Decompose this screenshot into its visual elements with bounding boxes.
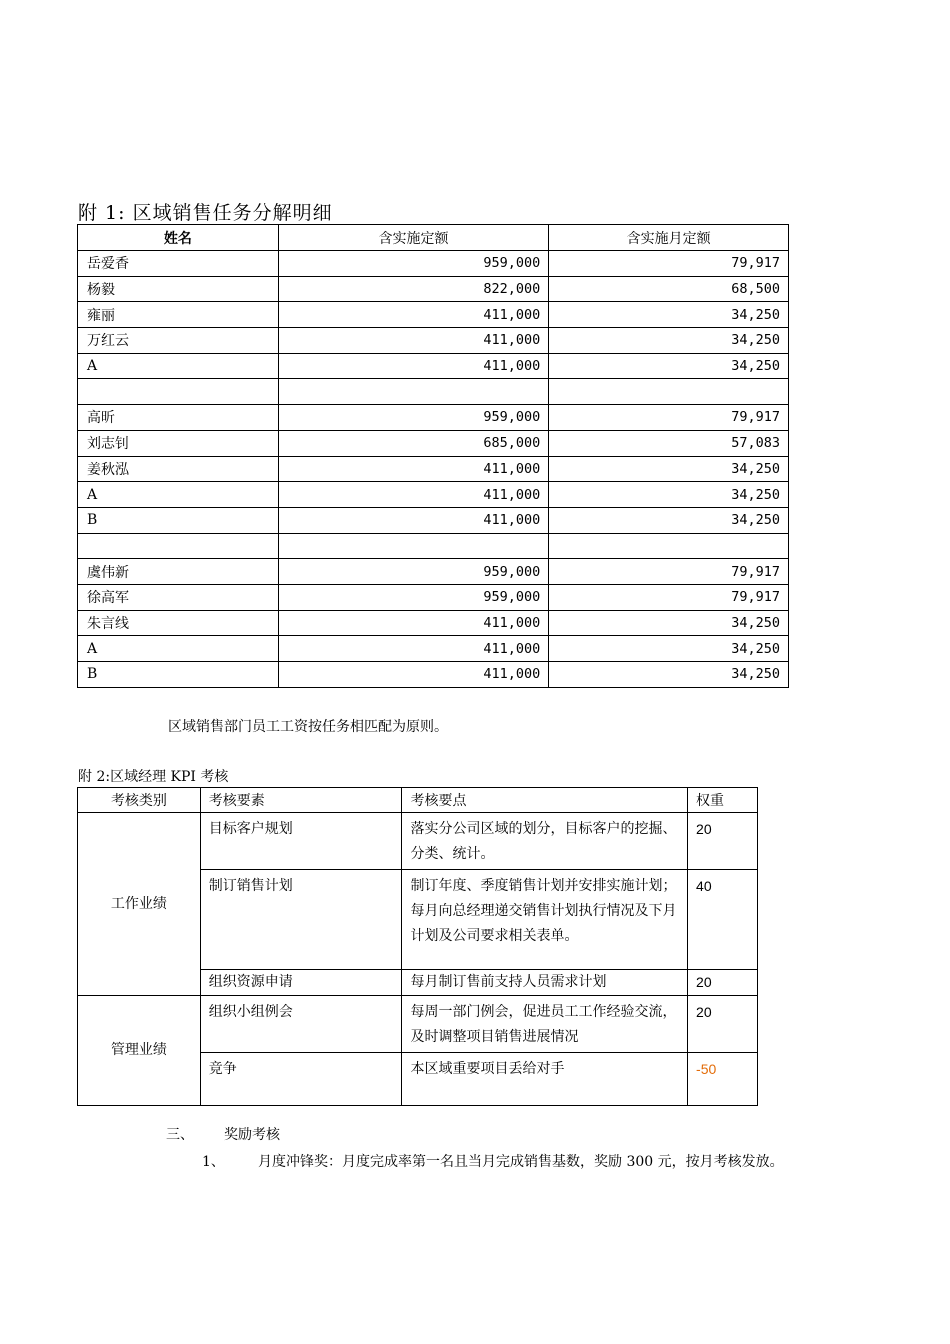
category-cell: 管理业绩 bbox=[78, 996, 201, 1106]
monthly-quota-cell: 34,250 bbox=[549, 662, 789, 688]
table-row bbox=[78, 813, 758, 870]
point-cell: 每周一部门例会，促进员工工作经验交流，及时调整项目销售进展情况 bbox=[402, 996, 688, 1053]
name-cell: 高昕 bbox=[78, 405, 279, 431]
annual-quota-cell: 411,000 bbox=[278, 328, 549, 354]
header-category: 考核类别 bbox=[78, 788, 201, 813]
annual-quota-cell: 959,000 bbox=[278, 559, 549, 585]
monthly-quota-cell: 34,250 bbox=[549, 353, 789, 379]
table-row bbox=[78, 302, 789, 328]
appendix1-title: 附 1: 区域销售任务分解明细 bbox=[78, 202, 333, 224]
annual-quota-cell bbox=[278, 533, 549, 559]
name-cell: A bbox=[78, 482, 279, 508]
annual-quota-cell: 822,000 bbox=[278, 276, 549, 302]
table-row bbox=[78, 662, 789, 688]
header-weight: 权重 bbox=[688, 788, 758, 813]
table-header-row bbox=[78, 788, 758, 813]
section3-title: 奖励考核 bbox=[224, 1127, 280, 1143]
name-cell: 万红云 bbox=[78, 328, 279, 354]
table-row bbox=[78, 251, 789, 277]
sales-task-table bbox=[77, 224, 789, 688]
monthly-quota-cell: 79,917 bbox=[549, 405, 789, 431]
monthly-quota-cell: 34,250 bbox=[549, 456, 789, 482]
name-cell: B bbox=[78, 507, 279, 533]
table-row bbox=[78, 610, 789, 636]
annual-quota-cell: 411,000 bbox=[278, 353, 549, 379]
reward-item-text: 月度冲锋奖：月度完成率第一名且当月完成销售基数，奖励 300 元，按月考核发放。 bbox=[258, 1154, 784, 1170]
name-cell: 岳爱香 bbox=[78, 251, 279, 277]
header-name: 姓名 bbox=[78, 225, 279, 251]
point-cell: 每月制订售前支持人员需求计划 bbox=[402, 970, 688, 996]
point-cell: 本区域重要项目丢给对手 bbox=[402, 1053, 688, 1106]
name-cell bbox=[78, 379, 279, 405]
element-cell: 组织资源申请 bbox=[200, 970, 402, 996]
name-cell: 朱言线 bbox=[78, 610, 279, 636]
table-row bbox=[78, 636, 789, 662]
element-cell: 组织小组例会 bbox=[200, 996, 402, 1053]
monthly-quota-cell: 34,250 bbox=[549, 610, 789, 636]
monthly-quota-cell bbox=[549, 533, 789, 559]
weight-cell: 20 bbox=[688, 996, 758, 1053]
weight-cell: 40 bbox=[688, 870, 758, 970]
header-element: 考核要素 bbox=[200, 788, 402, 813]
table-row bbox=[78, 405, 789, 431]
section3-heading bbox=[166, 1124, 280, 1144]
table-row bbox=[78, 996, 758, 1053]
reward-item-marker: 1、 bbox=[202, 1154, 225, 1170]
table-row bbox=[78, 379, 789, 405]
weight-cell: -50 bbox=[688, 1053, 758, 1106]
table-row bbox=[78, 456, 789, 482]
annual-quota-cell: 411,000 bbox=[278, 636, 549, 662]
monthly-quota-cell: 79,917 bbox=[549, 251, 789, 277]
monthly-quota-cell: 79,917 bbox=[549, 559, 789, 585]
element-cell: 制订销售计划 bbox=[200, 870, 402, 970]
name-cell: 雍丽 bbox=[78, 302, 279, 328]
name-cell: 徐高军 bbox=[78, 584, 279, 610]
section3-marker: 三、 bbox=[166, 1127, 194, 1143]
name-cell: A bbox=[78, 353, 279, 379]
appendix2-title: 附 2:区域经理 KPI 考核 bbox=[78, 769, 229, 785]
weight-cell: 20 bbox=[688, 970, 758, 996]
annual-quota-cell: 959,000 bbox=[278, 584, 549, 610]
annual-quota-cell: 411,000 bbox=[278, 302, 549, 328]
element-cell: 竞争 bbox=[200, 1053, 402, 1106]
name-cell: B bbox=[78, 662, 279, 688]
table-row bbox=[78, 533, 789, 559]
kpi-table bbox=[77, 787, 758, 1106]
table-header-row bbox=[78, 225, 789, 251]
monthly-quota-cell: 34,250 bbox=[549, 507, 789, 533]
monthly-quota-cell: 34,250 bbox=[549, 302, 789, 328]
name-cell: 虞伟新 bbox=[78, 559, 279, 585]
annual-quota-cell: 411,000 bbox=[278, 507, 549, 533]
annual-quota-cell: 411,000 bbox=[278, 482, 549, 508]
header-monthly-quota: 含实施月定额 bbox=[549, 225, 789, 251]
annual-quota-cell: 411,000 bbox=[278, 662, 549, 688]
reward-item bbox=[202, 1150, 802, 1175]
annual-quota-cell: 959,000 bbox=[278, 251, 549, 277]
annual-quota-cell: 411,000 bbox=[278, 456, 549, 482]
principle-text: 区域销售部门员工工资按任务相匹配为原则。 bbox=[168, 719, 448, 735]
table-row bbox=[78, 482, 789, 508]
monthly-quota-cell bbox=[549, 379, 789, 405]
annual-quota-cell: 411,000 bbox=[278, 610, 549, 636]
point-cell: 落实分公司区域的划分，目标客户的挖掘、分类、统计。 bbox=[402, 813, 688, 870]
name-cell bbox=[78, 533, 279, 559]
weight-cell: 20 bbox=[688, 813, 758, 870]
point-cell: 制订年度、季度销售计划并安排实施计划；每月向总经理递交销售计划执行情况及下月计划及公司要求相关表单。 bbox=[402, 870, 688, 970]
table-row bbox=[78, 559, 789, 585]
monthly-quota-cell: 34,250 bbox=[549, 328, 789, 354]
name-cell: 杨毅 bbox=[78, 276, 279, 302]
name-cell: A bbox=[78, 636, 279, 662]
table-row bbox=[78, 276, 789, 302]
annual-quota-cell bbox=[278, 379, 549, 405]
monthly-quota-cell: 34,250 bbox=[549, 482, 789, 508]
annual-quota-cell: 685,000 bbox=[278, 430, 549, 456]
table-row bbox=[78, 353, 789, 379]
table-row bbox=[78, 328, 789, 354]
header-annual-quota: 含实施定额 bbox=[278, 225, 549, 251]
monthly-quota-cell: 79,917 bbox=[549, 584, 789, 610]
monthly-quota-cell: 68,500 bbox=[549, 276, 789, 302]
monthly-quota-cell: 57,083 bbox=[549, 430, 789, 456]
table-row bbox=[78, 584, 789, 610]
table-row bbox=[78, 507, 789, 533]
name-cell: 刘志钊 bbox=[78, 430, 279, 456]
element-cell: 目标客户规划 bbox=[200, 813, 402, 870]
header-point: 考核要点 bbox=[402, 788, 688, 813]
name-cell: 姜秋泓 bbox=[78, 456, 279, 482]
annual-quota-cell: 959,000 bbox=[278, 405, 549, 431]
table-row bbox=[78, 430, 789, 456]
category-cell: 工作业绩 bbox=[78, 813, 201, 996]
monthly-quota-cell: 34,250 bbox=[549, 636, 789, 662]
